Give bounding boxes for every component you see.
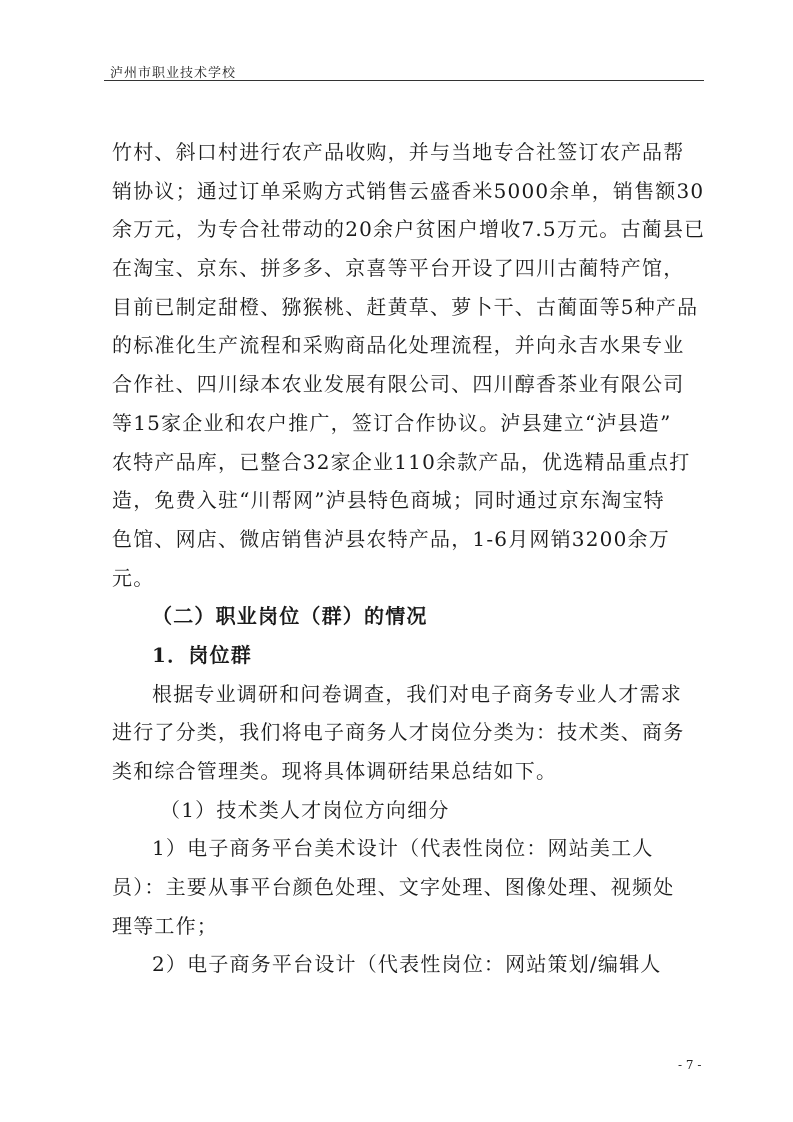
text-line: 竹村、斜口村进行农产品收购，并与当地专合社签订农产品帮 (112, 140, 685, 164)
text-line: 理等工作； (112, 913, 218, 938)
header-rule (104, 80, 704, 81)
text-line: 等15家企业和农户推广，签订合作协议。泸县建立“泸县造” (112, 410, 672, 435)
text-line: 余万元，为专合社带动的20余户贫困户增收7.5万元。古蔺县已 (112, 217, 706, 242)
text-line: 进行了分类，我们将电子商务人才岗位分类为：技术类、商务 (112, 720, 685, 745)
text-line: 元。 (112, 565, 155, 590)
text-line: 农特产品库，已整合32家企业110余款产品，优选精品重点打 (112, 449, 691, 474)
text-line: 根据专业调研和问卷调查，我们对电子商务专业人才需求 (152, 681, 682, 706)
document-body (112, 133, 706, 984)
section-heading: （二）职业岗位（群）的情况 (152, 604, 428, 629)
text-line: 销协议；通过订单采购方式销售云盛香米5000余单，销售额30 (112, 178, 705, 203)
school-header: 泸州市职业技术学校 (110, 66, 237, 81)
text-line: 在淘宝、京东、拼多多、京喜等平台开设了四川古蔺特产馆， (112, 256, 685, 281)
text-line: 2）电子商务平台设计（代表性岗位：网站策划/编辑人 (152, 952, 662, 977)
subsection-heading: 1．岗位群 (152, 642, 252, 667)
text-line: 的标准化生产流程和采购商品化处理流程，并向永吉水果专业 (112, 333, 685, 358)
text-line: 目前已制定甜橙、猕猴桃、赶黄草、萝卜干、古蔺面等5种产品 (112, 294, 699, 319)
text-line: 类和综合管理类。现将具体调研结果总结如下。 (112, 759, 558, 783)
list-heading: （1）技术类人才岗位方向细分 (160, 797, 450, 822)
text-line: 员）：主要从事平台颜色处理、文字处理、图像处理、视频处 (112, 875, 675, 900)
text-line: 色馆、网店、微店销售泸县农特产品，1-6月网销3200余万 (112, 526, 670, 551)
text-line: 合作社、四川绿本农业发展有限公司、四川醇香茶业有限公司 (112, 372, 685, 397)
text-line: 造，免费入驻“川帮网”泸县特色商城；同时通过京东淘宝特 (112, 488, 665, 513)
page-number: - 7 - (678, 1058, 702, 1072)
text-line: 1）电子商务平台美术设计（代表性岗位：网站美工人 (152, 836, 654, 861)
